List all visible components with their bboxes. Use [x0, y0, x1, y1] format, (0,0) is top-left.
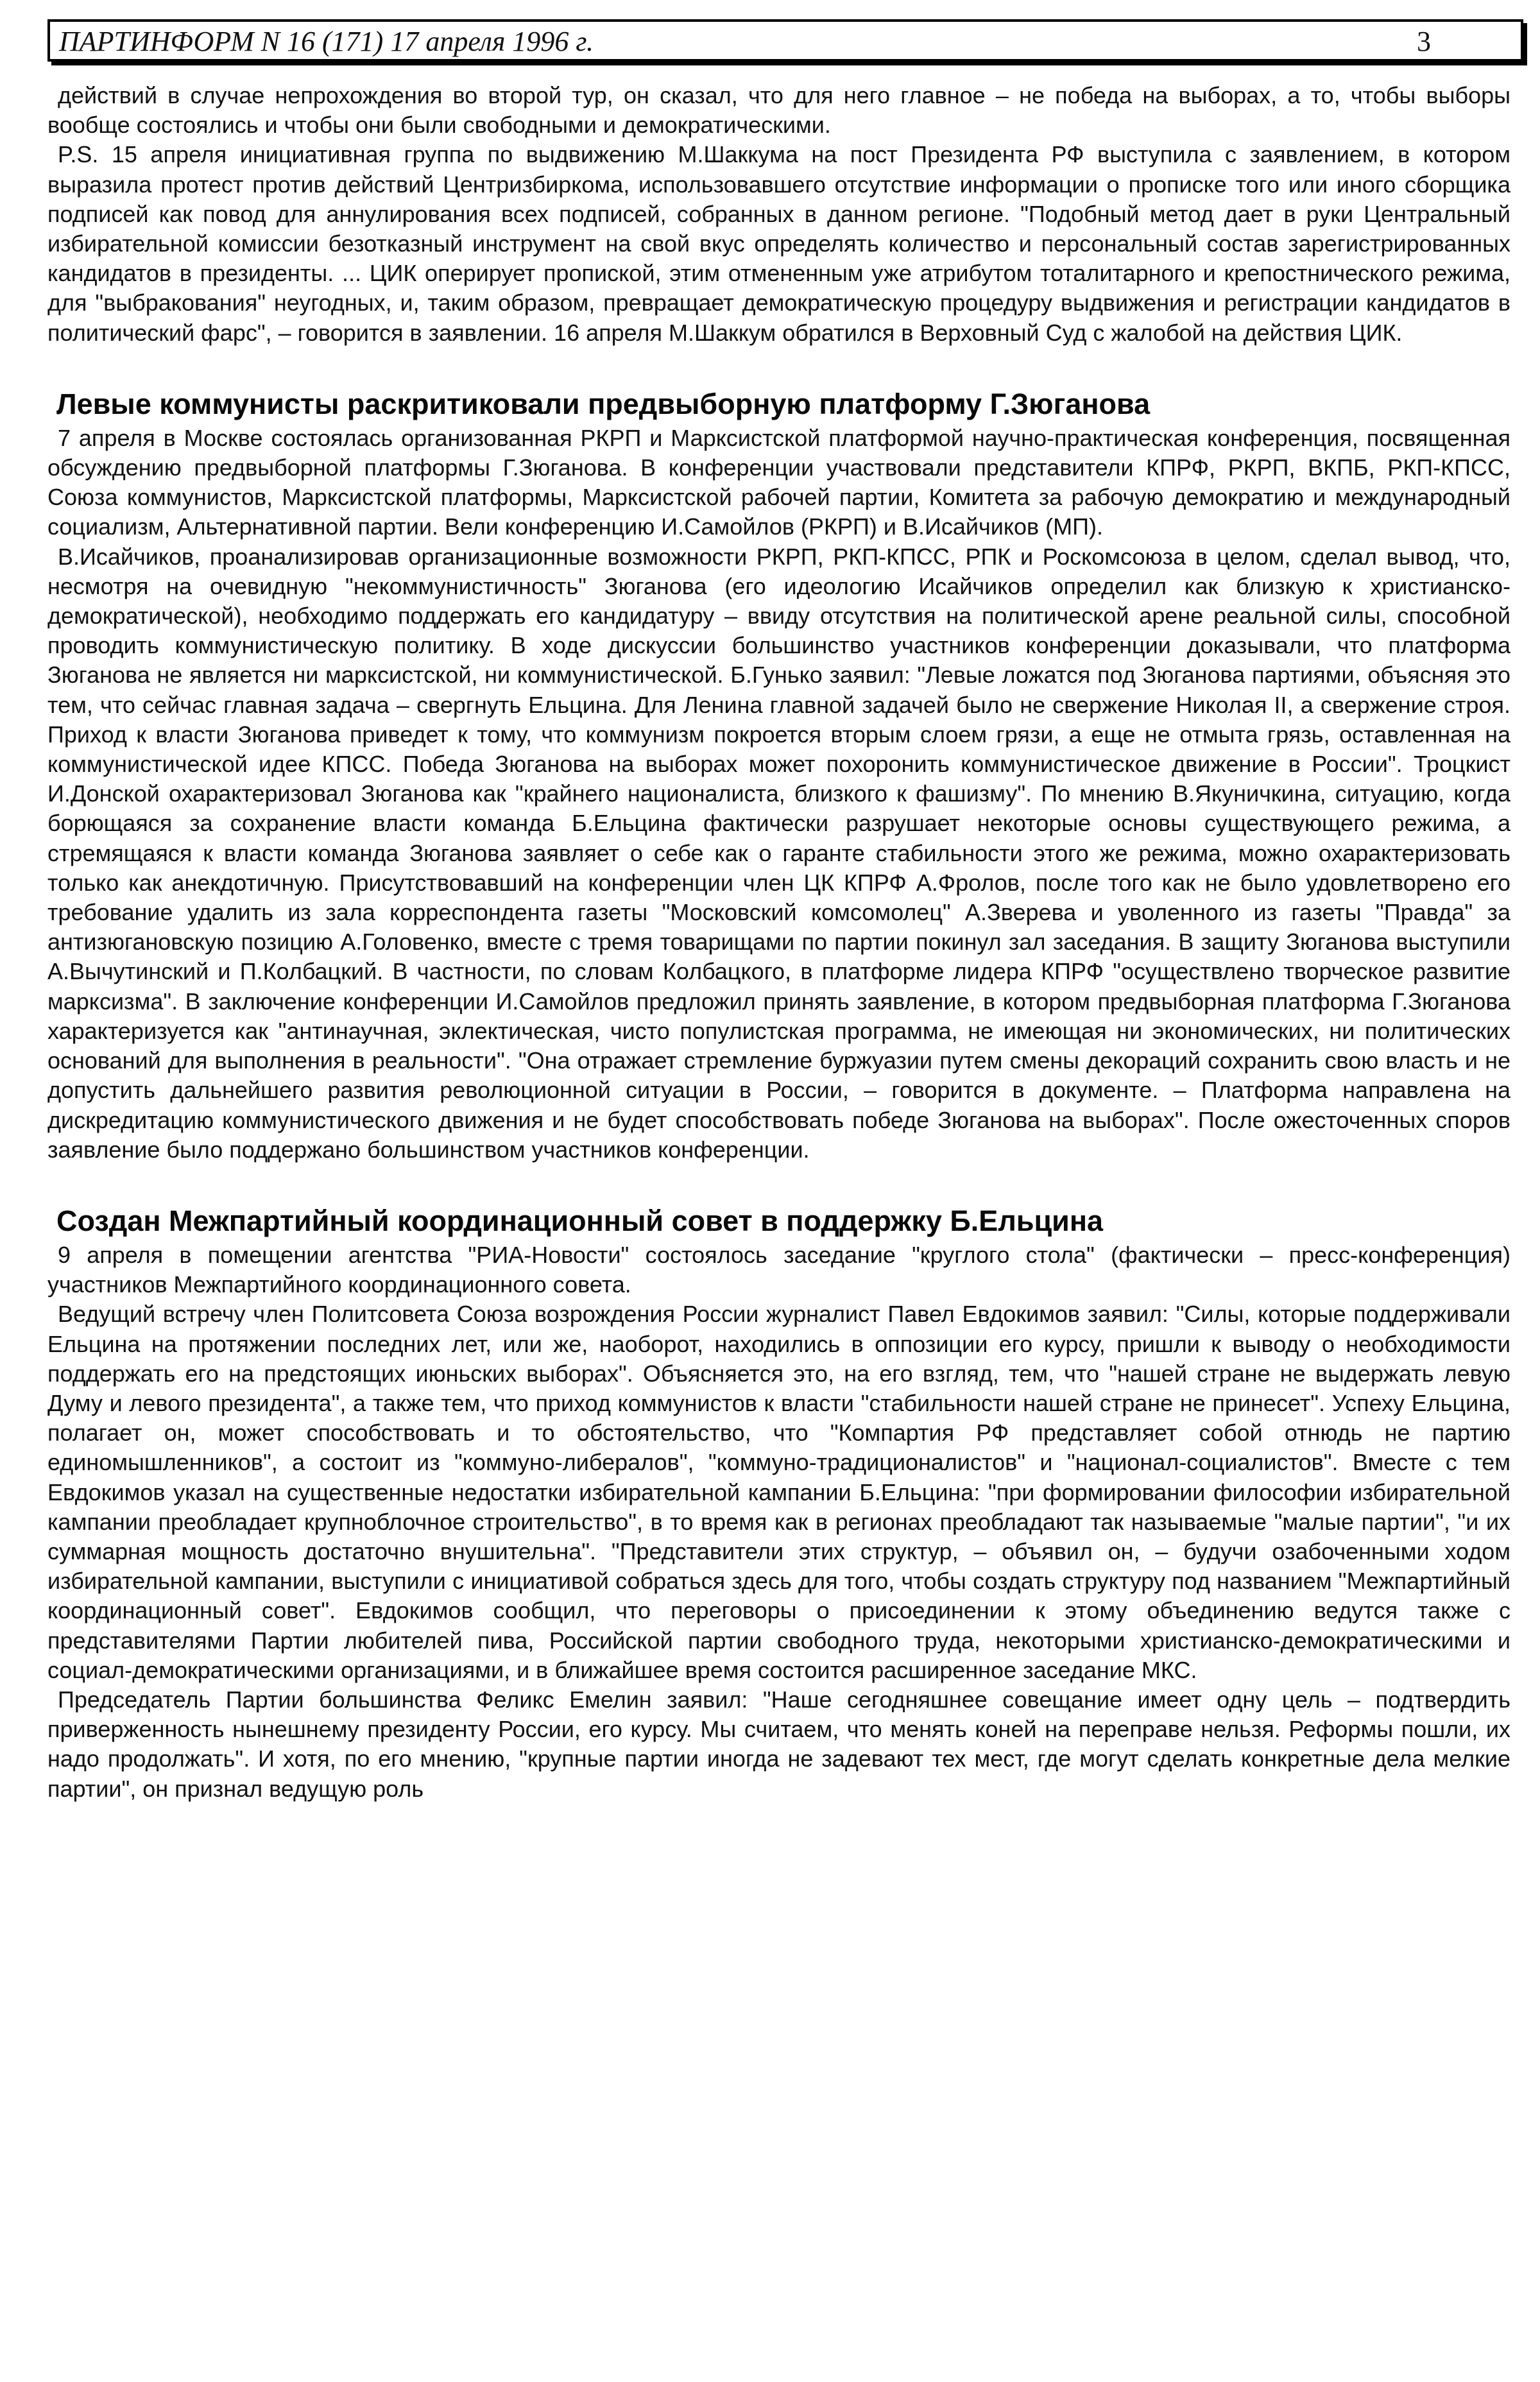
postscript-paragraph: P.S. 15 апреля инициативная группа по выдвижению М.Шаккума на пост Президента РФ выступила с заявлением, в котором выразила протест против действий Центризбиркома, использовавшего отсутствие информации о прописке того или иного сборщика подписей как повод для аннулирования всех подписей, собранных в данном регионе. "Подобный метод дает в руки Центральный избирательной комиссии безотказный инструмент на свой вкус определять количество и персональный состав зарегистрированных кандидатов в президенты. ... ЦИК оперирует пропиской, этим отмененным уже атрибутом тоталитарного и крепостнического режима, для "выбракования" неугодных, и, таким образом, превращает демократическую процедуру выдвижения и регистрации кандидатов в политический фарс", – говорится в заявлении. 16 апреля М.Шаккум обратился в Верховный Суд с жалобой на действия ЦИК.	[47, 141, 1510, 346]
intro-paragraph: действий в случае непрохождения во второй тур, он сказал, что для него главное – не победа на выборах, а то, чтобы выборы вообще состоялись и чтобы они были свободными и демократическими.	[47, 82, 1510, 139]
page-header	[47, 19, 1523, 62]
article-paragraph: Ведущий встречу член Политсовета Союза возрождения России журналист Павел Евдокимов заявил: "Силы, которые поддерживали Ельцина на протяжении последних лет, или же, наоборот, находились в оппозиции его курсу, пришли к выводу о необходимости поддержать его на предстоящих июньских выборах". Объясняется это, на его взгляд, тем, что "нашей стране не выдержать левую Думу и левого президента", а также тем, что приход коммунистов к власти "стабильности нашей стране не принесет". Успеху Ельцина, полагает он, может способствовать и то обстоятельство, что "Компартия РФ представляет собой отнюдь не партию единомышленников", а состоит из "коммуно-либералов", "коммуно-традиционалистов" и "национал-социалистов". Вместе с тем Евдокимов указал на существенные недостатки избирательной кампании Б.Ельцина: "при формировании философии избирательной кампании преобладает крупноблочное строительство", в то время как в регионах преобладают так называемые "малые партии", "и их суммарная мощность достаточно внушительна". "Представители этих структур, – объявил он, – будучи озабоченными ходом избирательной кампании, выступили с инициативой собраться здесь для того, чтобы создать структуру под названием "Межпартийный координационный совет". Евдокимов сообщил, что переговоры о присоединении к этому объединению ведутся также с представителями Партии любителей пива, Российской партии свободного труда, некоторыми христианско-демократическими и социал-демократическими организациями, и в ближайшее время состоится расширенное заседание МКС.	[47, 1301, 1510, 1683]
article-paragraph: 9 апреля в помещении агентства "РИА-Новости" состоялось заседание "круглого стола" (фактически – пресс-конференция) участников Межпартийного координационного совета.	[47, 1241, 1510, 1298]
article-heading-coordination-council: Создан Межпартийный координационный совет в поддержку Б.Ельцина	[56, 1204, 1104, 1237]
issue-title: ПАРТИНФОРМ N 16 (171) 17 апреля 1996 г.	[59, 26, 594, 57]
article-heading-left-communists: Левые коммунисты раскритиковали предвыборную платформу Г.Зюганова	[56, 387, 1151, 420]
article-body	[47, 81, 1510, 1804]
newspaper-page	[47, 19, 1510, 1804]
page-number: 3	[1417, 26, 1431, 57]
article-paragraph: В.Исайчиков, проанализировав организационные возможности РКРП, РКП-КПСС, РПК и Роскомсоюза в целом, сделал вывод, что, несмотря на очевидную "некоммунистичность" Зюганова (его идеологию Исайчиков определил как близкую к христианско-демократической), необходимо поддержать его кандидатуру – ввиду отсутствия на политической арене реальной силы, способной проводить коммунистическую политику. В ходе дискуссии большинство участников конференции доказывали, что платформа Зюганова не является ни марксистской, ни коммунистической. Б.Гунько заявил: "Левые ложатся под Зюганова партиями, объясняя это тем, что сейчас главная задача – свергнуть Ельцина. Для Ленина главной задачей было не свержение Николая II, а свержение строя. Приход к власти Зюганова приведет к тому, что коммунизм покроется вторым слоем грязи, а еще не отмыта грязь, оставленная на коммунистической идее КПСС. Победа Зюганова на выборах может похоронить коммунистическое движение в России". Троцкист И.Донской охарактеризовал Зюганова как "крайнего националиста, близкого к фашизму". По мнению В.Якуничкина, ситуацию, когда борющаяся за сохранение власти команда Б.Ельцина фактически разрушает некоторые основы существующего режима, а стремящаяся к власти команда Зюганова заявляет о себе как о гаранте стабильности этого же режима, можно охарактеризовать только как анекдотичную. Присутствовавший на конференции член ЦК КПРФ А.Фролов, после того как не было удовлетворено его требование удалить из зала корреспондента газеты "Московский комсомолец" А.Зверева и уволенного из газеты "Правда" за антизюгановскую позицию А.Головенко, вместе с тремя товарищами по партии покинул зал заседания. В защиту Зюганова выступили А.Вычутинский и П.Колбацкий. В частности, по словам Колбацкого, в платформе лидера КПРФ "осуществлено творческое развитие марксизма". В заключение конференции И.Самойлов предложил принять заявление, в котором предвыборная платформа Г.Зюганова характеризуется как "антинаучная, эклектическая, чисто популистская программа, не имеющая ни экономических, ни политических оснований для выполнения в реальности". "Она отражает стремление буржуазии путем смены декораций сохранить свою власть и не допустить дальнейшего развития революционной ситуации в России, – говорится в документе. – Платформа направлена на дискредитацию коммунистического движения и не будет способствовать победе Зюганова на выборах". После ожесточенных споров заявление было поддержано большинством участников конференции.	[47, 543, 1510, 1163]
article-paragraph: 7 апреля в Москве состоялась организованная РКРП и Марксистской платформой научно-практическая конференция, посвященная обсуждению предвыборной платформы Г.Зюганова. В конференции участвовали представители КПРФ, РКРП, ВКПБ, РКП-КПСС, Союза коммунистов, Марксистской платформы, Марксистской рабочей партии, Комитета за рабочую демократию и международный социализм, Альтернативной партии. Вели конференцию И.Самойлов (РКРП) и В.Исайчиков (МП).	[47, 424, 1510, 540]
article-paragraph: Председатель Партии большинства Феликс Емелин заявил: "Наше сегодняшнее совещание имеет одну цель – подтвердить приверженность нынешнему президенту России, его курсу. Мы считаем, что менять коней на переправе нельзя. Реформы пошли, их надо продолжать". И хотя, по его мнению, "крупные партии иногда не задевают тех мест, где могут сделать конкретные дела мелкие партии", он признал ведущую роль	[47, 1686, 1510, 1802]
